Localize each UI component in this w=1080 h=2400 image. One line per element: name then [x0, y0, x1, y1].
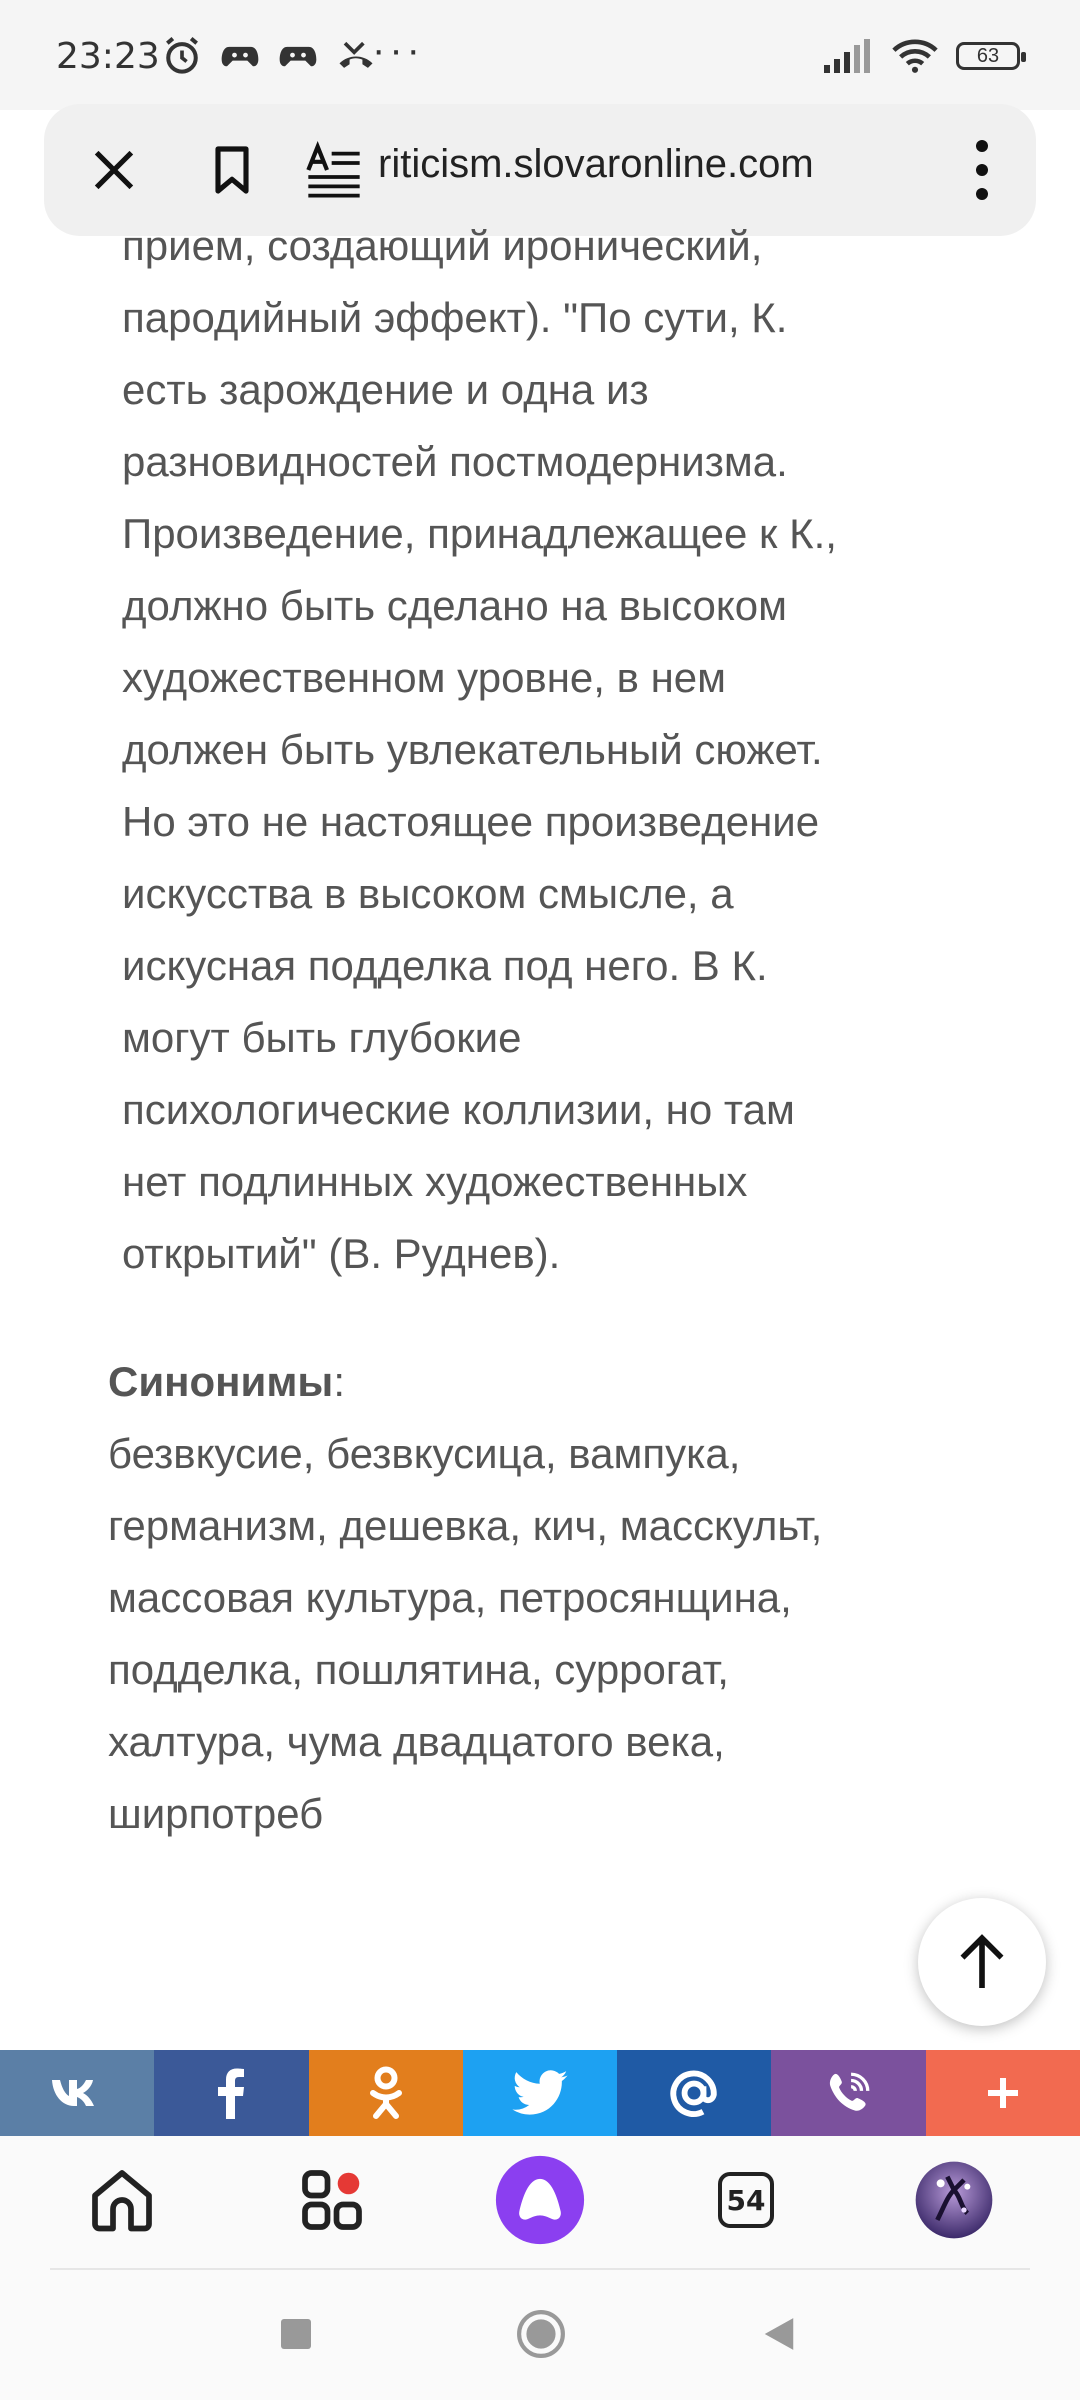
- text-line: Но это не настоящее произведение: [122, 798, 820, 845]
- recents-icon[interactable]: [278, 2316, 314, 2352]
- odnoklassniki-icon: [369, 2066, 403, 2120]
- close-icon[interactable]: [88, 144, 140, 196]
- synonyms-line: халтура, чума двадцатого века,: [108, 1718, 725, 1765]
- text-line: психологические коллизии, но там: [122, 1086, 795, 1133]
- nav-alice-button[interactable]: [490, 2150, 590, 2250]
- back-icon[interactable]: [760, 2314, 798, 2354]
- services-grid-icon: [296, 2164, 368, 2236]
- synonyms-line: безвкусие, безвкусица, вампука,: [108, 1430, 741, 1477]
- status-system: [824, 38, 1020, 74]
- article-content: [0, 222, 1080, 2050]
- system-navigation-bar: [0, 2270, 1080, 2400]
- text-line: художественном уровне, в нем: [122, 654, 727, 701]
- nav-services-button[interactable]: [282, 2150, 382, 2250]
- alice-assistant-icon: [494, 2154, 586, 2246]
- game-controller-icon: [218, 34, 262, 78]
- arrow-up-icon: [956, 1933, 1008, 1991]
- share-twitter-button[interactable]: [463, 2050, 617, 2136]
- share-odnoklassniki-button[interactable]: [309, 2050, 463, 2136]
- synonyms-colon: :: [333, 1358, 345, 1405]
- vk-icon: [50, 2076, 104, 2110]
- bottom-navigation: [0, 2136, 1080, 2270]
- synonyms-line: ширпотреб: [108, 1790, 324, 1837]
- scroll-to-top-button[interactable]: [918, 1898, 1046, 2026]
- status-time: 23:23: [56, 36, 160, 77]
- text-line: Произведение, принадлежащее к К.,: [122, 510, 837, 557]
- text-line: искусная подделка под него. В К.: [122, 942, 768, 989]
- alarm-icon: [160, 34, 204, 78]
- avatar: [914, 2160, 994, 2240]
- home-circle-icon[interactable]: [516, 2309, 566, 2359]
- tabs-count-badge: 54: [718, 2172, 774, 2228]
- reader-mode-icon[interactable]: [306, 142, 362, 198]
- text-line: пародийный эффект). "По сути, К.: [122, 294, 788, 341]
- address-bar[interactable]: riticism.slovaronline.com: [378, 142, 814, 186]
- viber-icon: [824, 2068, 874, 2118]
- signal-icon: [824, 39, 874, 73]
- share-vk-button[interactable]: [0, 2050, 154, 2136]
- twitter-icon: [511, 2070, 569, 2116]
- more-notifications-icon: ···: [372, 28, 424, 72]
- battery-level: 63: [976, 44, 1000, 67]
- text-line: нет подлинных художественных: [122, 1158, 748, 1205]
- article-paragraph: [122, 210, 982, 1290]
- text-line: искусства в высоком смысле, а: [122, 870, 734, 917]
- nav-profile-button[interactable]: [904, 2150, 1004, 2250]
- share-more-button[interactable]: [926, 2050, 1080, 2136]
- plus-icon: [985, 2075, 1021, 2111]
- synonyms-line: германизм, дешевка, кич, масскульт,: [108, 1502, 823, 1549]
- text-line: открытий" (В. Руднев).: [122, 1230, 561, 1277]
- home-icon: [86, 2164, 158, 2236]
- share-mail-button[interactable]: [617, 2050, 771, 2136]
- synonyms-line: массовая культура, петросянщина,: [108, 1574, 792, 1621]
- synonyms-title: Синонимы: [108, 1358, 334, 1405]
- synonyms-heading: [108, 1346, 1008, 1418]
- nav-tabs-button[interactable]: [696, 2150, 796, 2250]
- synonyms-section: [108, 1346, 1008, 1850]
- at-sign-icon: [667, 2066, 721, 2120]
- facebook-icon: [216, 2067, 246, 2119]
- game-controller-icon: [276, 34, 320, 78]
- share-bar: [0, 2050, 1080, 2136]
- bookmark-icon[interactable]: [204, 142, 260, 198]
- text-line: есть зарождение и одна из: [122, 366, 649, 413]
- synonyms-line: подделка, пошлятина, суррогат,: [108, 1646, 729, 1693]
- share-facebook-button[interactable]: [154, 2050, 308, 2136]
- text-line: разновидностей постмодернизма.: [122, 438, 788, 485]
- nav-home-button[interactable]: [72, 2150, 172, 2250]
- more-menu-icon[interactable]: [976, 138, 988, 202]
- share-viber-button[interactable]: [771, 2050, 925, 2136]
- text-line: прием, создающий иронический,: [122, 222, 763, 269]
- battery-icon: [956, 42, 1020, 70]
- status-notifications: [160, 34, 378, 78]
- status-bar: [0, 0, 1080, 110]
- wifi-icon: [892, 38, 938, 74]
- text-line: должен быть увлекательный сюжет.: [122, 726, 823, 773]
- text-line: должно быть сделано на высоком: [122, 582, 787, 629]
- text-line: могут быть глубокие: [122, 1014, 522, 1061]
